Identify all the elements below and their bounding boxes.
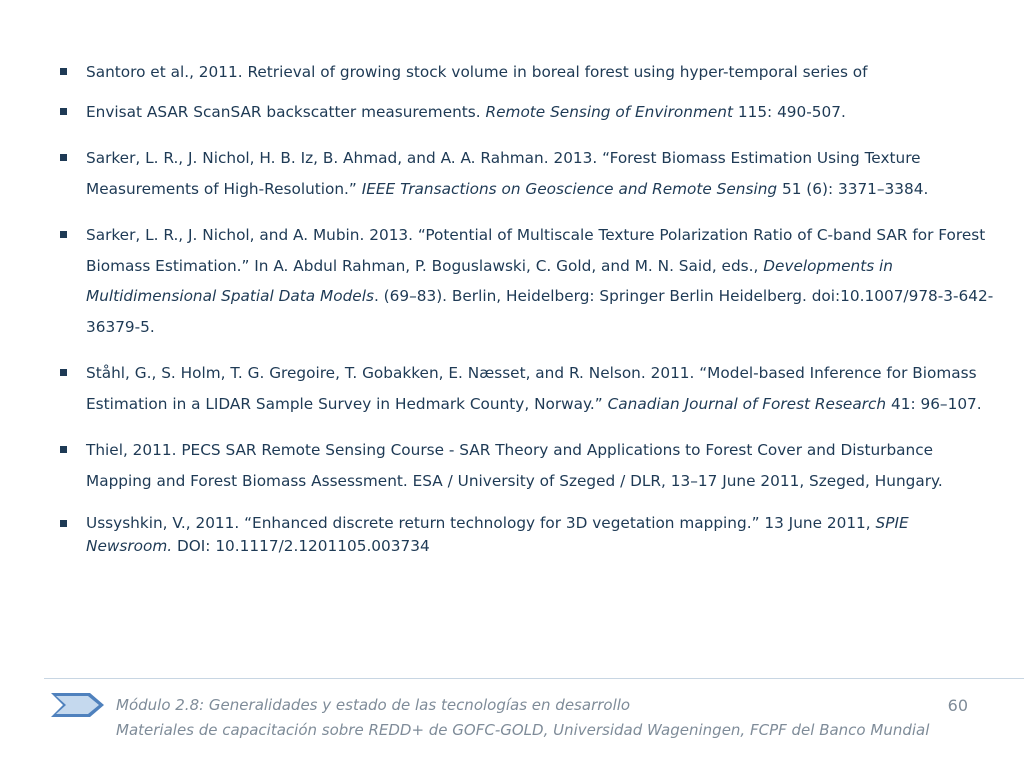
reference-item: [58, 358, 998, 419]
square-bullet-icon: [60, 108, 67, 115]
square-bullet-icon: [60, 369, 67, 376]
footer-divider: [44, 678, 1024, 679]
journal-title: Remote Sensing of Environment: [485, 102, 733, 121]
reference-item: [58, 143, 998, 204]
reference-item: [58, 57, 998, 88]
reference-text: Thiel, 2011. PECS SAR Remote Sensing Course - SAR Theory and Applications to Forest Cover and Disturbance Mapping and Forest Biomass Assessment. ESA / University of Szeged / DLR, 13–17 June 2011, Szeged, Hungary.: [86, 441, 943, 490]
reference-item: [58, 97, 998, 128]
reference-text: Ussyshkin, V., 2011. “Enhanced discrete return technology for 3D vegetation mapping.” 13 June 2011, SPIE Newsroom. DOI: 10.1117/2.1201105.003734: [86, 514, 909, 555]
journal-title: IEEE Transactions on Geoscience and Remote Sensing: [361, 179, 778, 198]
reference-item: [58, 220, 998, 342]
footer-subtitle: Materiales de capacitación sobre REDD+ de GOFC-GOLD, Universidad Wageningen, FCPF del Banco Mundial: [116, 721, 930, 739]
reference-text: Santoro et al., 2011. Retrieval of growing stock volume in boreal forest using hyper-temporal series of: [86, 63, 868, 81]
reference-text: Envisat ASAR ScanSAR backscatter measurements. Remote Sensing of Environment 115: 490-507.: [86, 102, 846, 121]
reference-text: Sarker, L. R., J. Nichol, and A. Mubin. 2013. “Potential of Multiscale Texture Polarization Ratio of C-band SAR for Forest Biomass Estimation.” In A. Abdul Rahman, P. Boguslawski, C. Gold, and M. N. Said, eds., Developments in Multidimensional Spatial Data Models. (69–83). Berlin, Heidelberg: Springer Berlin Heidelberg. doi:10.1007/978-3-642-36379-5.: [86, 226, 994, 336]
square-bullet-icon: [60, 68, 67, 75]
module-title: Módulo 2.8: Generalidades y estado de las tecnologías en desarrollo: [116, 696, 631, 714]
square-bullet-icon: [60, 231, 67, 238]
reference-list: [58, 57, 998, 558]
reference-item: [58, 435, 998, 496]
journal-title: Canadian Journal of Forest Research: [607, 394, 887, 413]
reference-text: Sarker, L. R., J. Nichol, H. B. Iz, B. Ahmad, and A. A. Rahman. 2013. “Forest Biomass Estimation Using Texture Measurements of High-Resolution.” IEEE Transactions on Geoscience and Remote Sensing 51 (6): 3371–3384.: [86, 149, 929, 198]
page-number: 60: [947, 696, 968, 715]
square-bullet-icon: [60, 446, 67, 453]
book-title: Developments in Multidimensional Spatial Data Models: [86, 256, 894, 305]
chevron-arrow-icon: [50, 692, 106, 718]
square-bullet-icon: [60, 520, 67, 527]
square-bullet-icon: [60, 154, 67, 161]
reference-text: Ståhl, G., S. Holm, T. G. Gregoire, T. Gobakken, E. Næsset, and R. Nelson. 2011. “Model-based Inference for Biomass Estimation in a LIDAR Sample Survey in Hedmark County, Norway.” Canadian Journal of Forest Research 41: 96–107.: [86, 364, 982, 413]
reference-item: [58, 512, 998, 558]
journal-title: SPIE Newsroom.: [86, 514, 909, 555]
